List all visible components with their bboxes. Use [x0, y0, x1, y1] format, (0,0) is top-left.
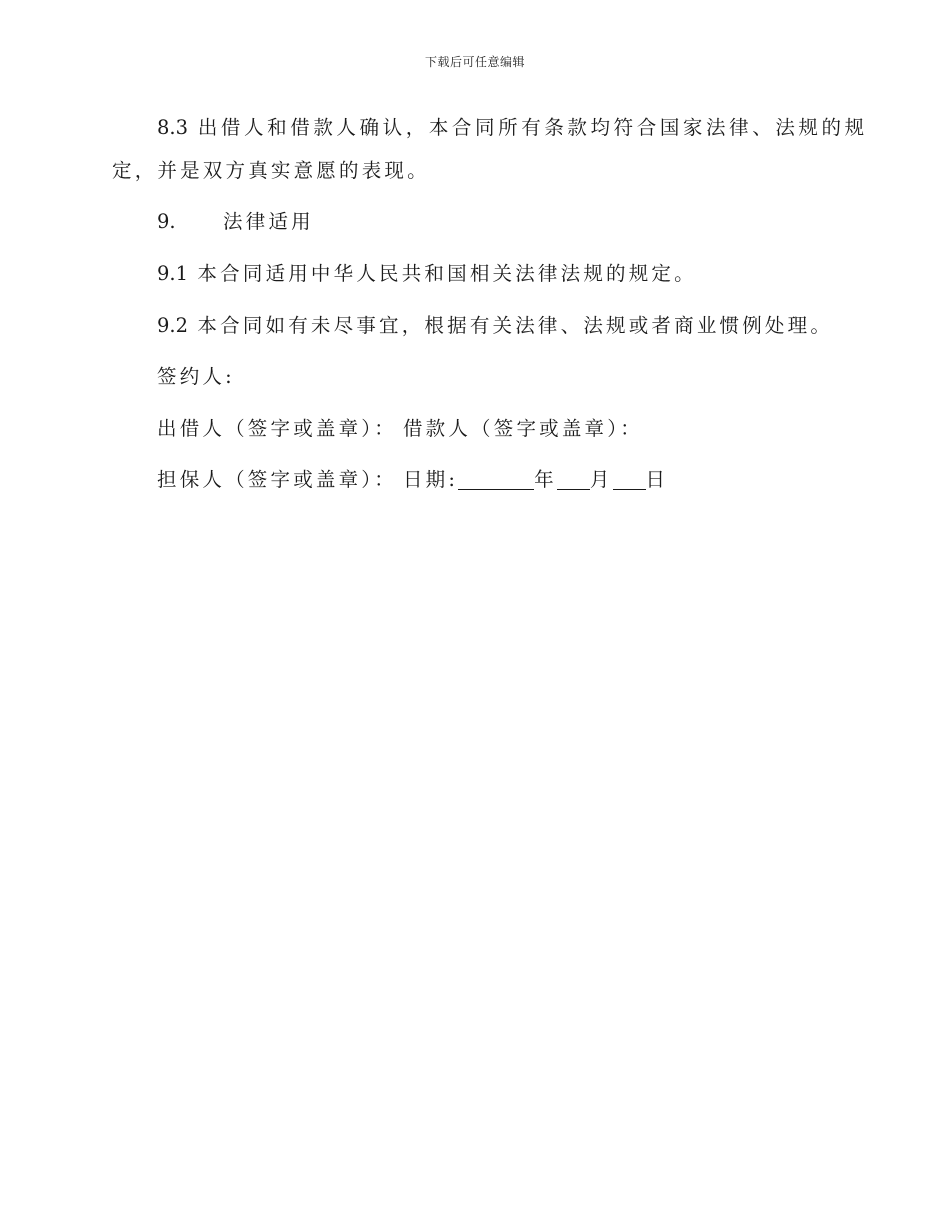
date-label: 日期: — [402, 468, 459, 491]
signature-row-1 — [157, 419, 643, 439]
day-label: 日 — [645, 468, 669, 491]
day-blank — [613, 471, 646, 490]
signatories-title: 签约人: — [157, 365, 235, 388]
clause-number: 8.3 — [157, 116, 189, 139]
clause-8-3-line-2: 定，并是双方真实意愿的表现。 — [112, 159, 430, 182]
clause-text: 本合同适用中华人民共和国相关法律法规的规定。 — [197, 262, 697, 285]
year-label: 年 — [534, 468, 557, 491]
page-header: 下载后可任意编辑 — [424, 55, 525, 69]
clause-9-2 — [157, 316, 833, 336]
section-number: 9. — [157, 210, 176, 233]
clause-text: 出借人和借款人确认，本合同所有条款均符合国家法律、法规的规 — [197, 116, 868, 139]
borrower-signature-label: 借款人（签字或盖章）： — [402, 417, 643, 440]
clause-text: 本合同如有未尽事宜，根据有关法律、法规或者商业惯例处理。 — [197, 314, 834, 337]
signature-row-2 — [157, 470, 668, 490]
guarantor-signature-label: 担保人（签字或盖章）： — [157, 468, 397, 491]
clause-number: 9.1 — [157, 262, 189, 285]
section-9-heading — [157, 212, 314, 232]
lender-signature-label: 出借人（签字或盖章）： — [157, 417, 397, 440]
clause-9-1 — [157, 264, 697, 284]
clause-number: 9.2 — [157, 314, 189, 337]
clause-8-3-line-1 — [157, 118, 868, 138]
section-title: 法律适用 — [223, 210, 314, 233]
month-blank — [557, 471, 590, 490]
month-label: 月 — [589, 468, 613, 491]
year-blank — [458, 471, 534, 490]
